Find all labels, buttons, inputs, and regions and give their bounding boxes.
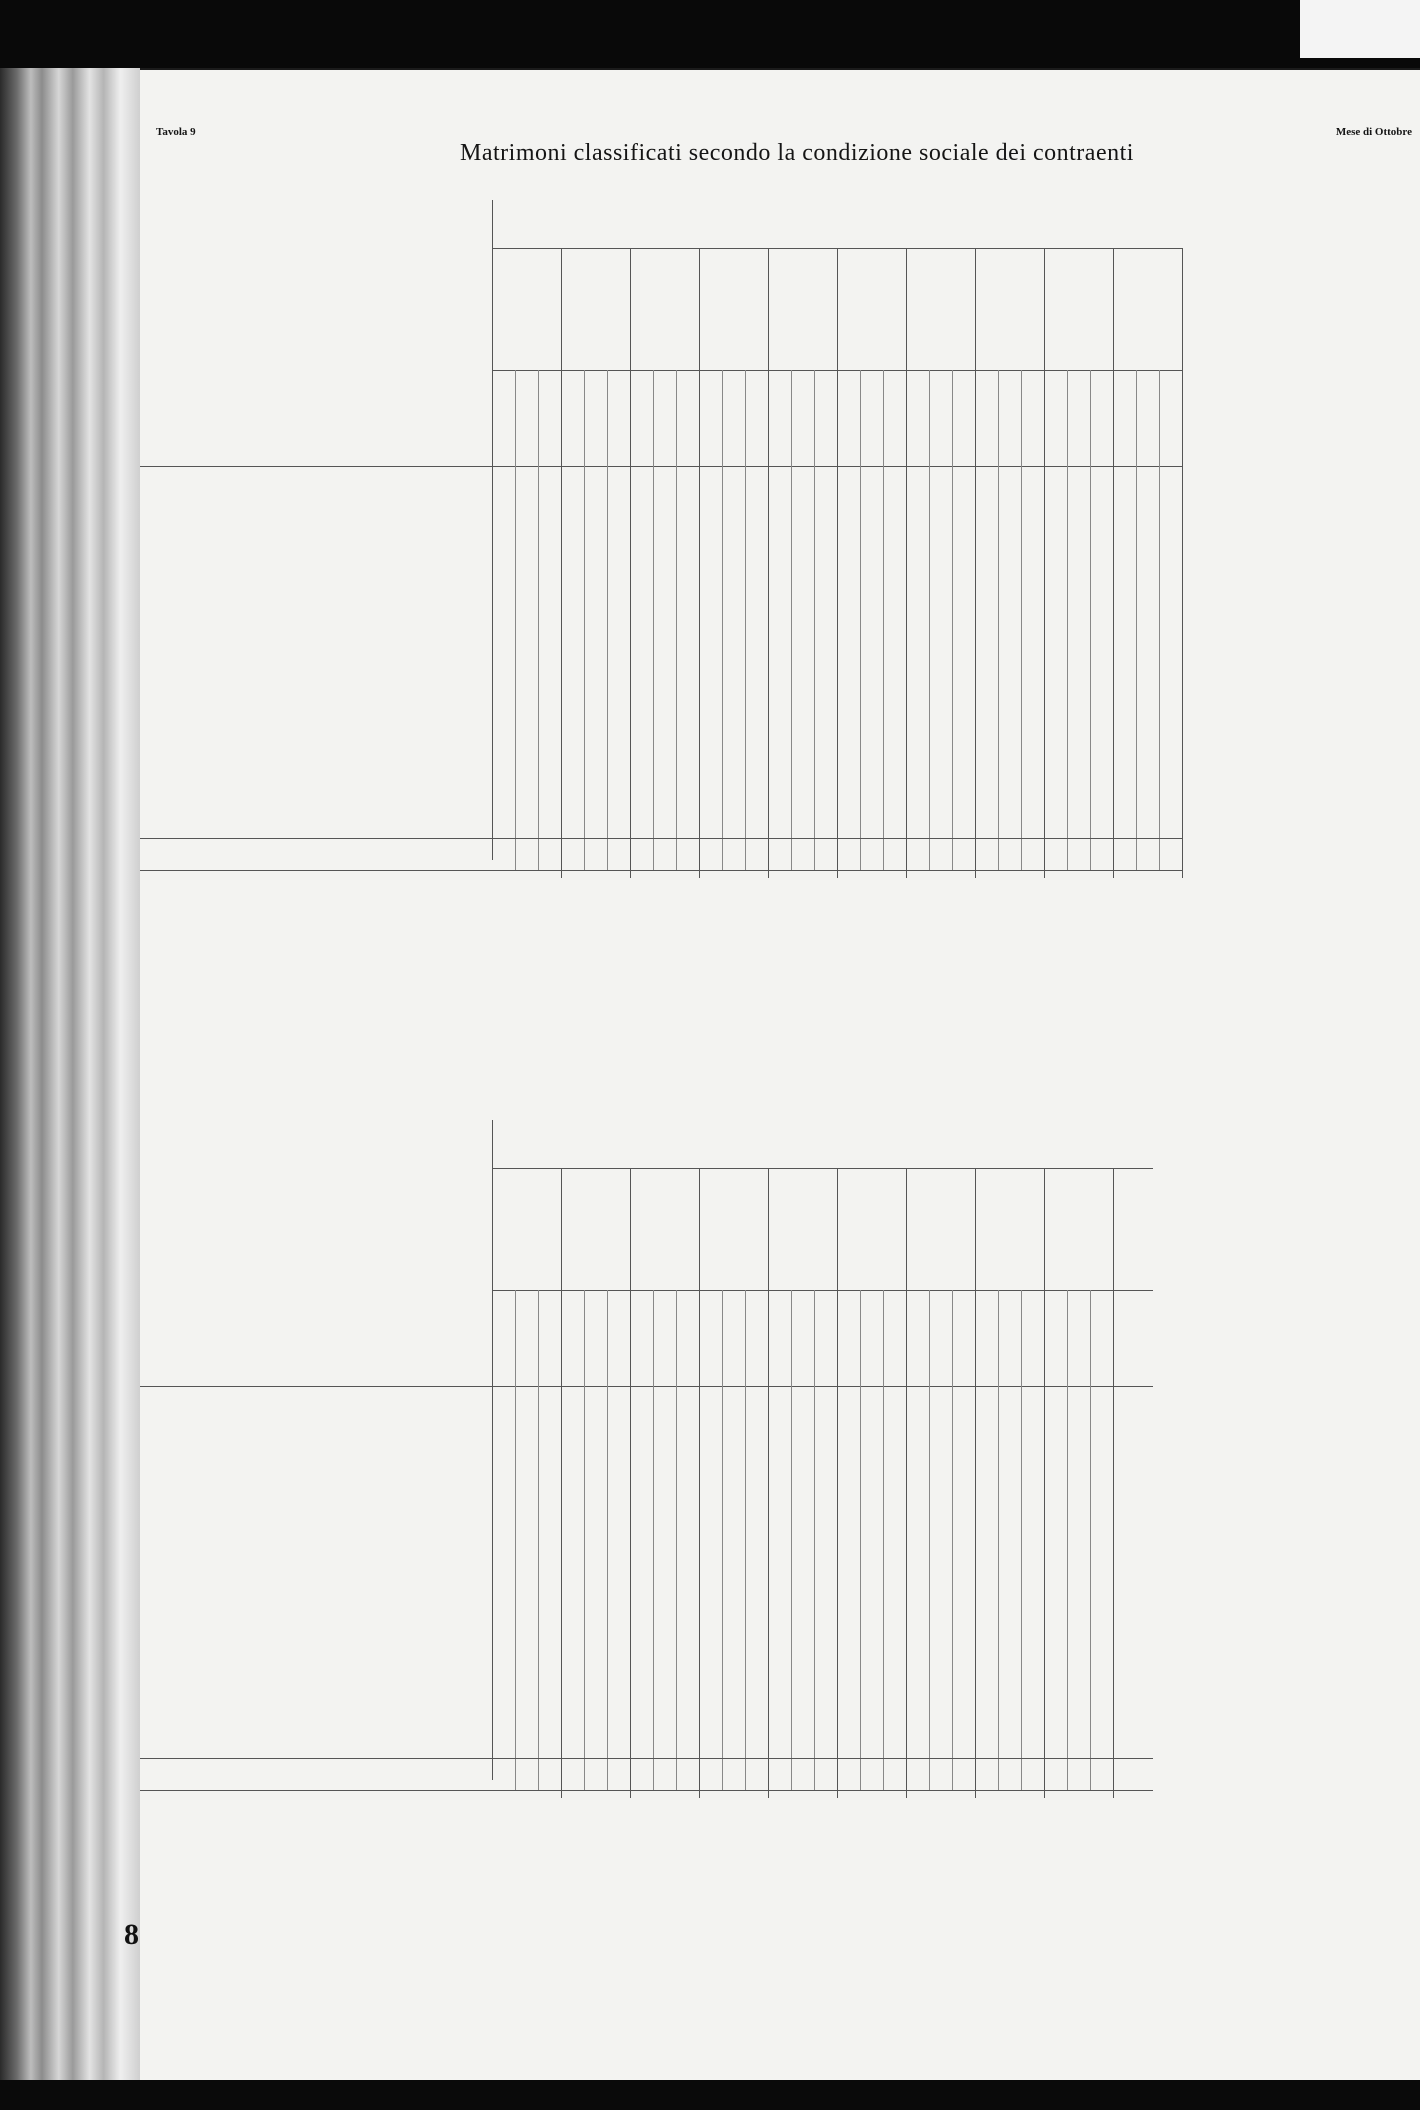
sub-rule — [1021, 1290, 1022, 1790]
document-page — [140, 70, 1420, 2080]
sub-rule — [814, 370, 815, 870]
rule — [492, 1168, 1153, 1169]
month-label: Mese di Ottobre — [1335, 126, 1412, 138]
column-rule — [699, 1168, 700, 1798]
sub-rule — [814, 1290, 815, 1790]
sub-rule — [676, 1290, 677, 1790]
column-rule — [1044, 1168, 1045, 1798]
sub-rule — [745, 1290, 746, 1790]
sub-rule — [883, 1290, 884, 1790]
scan-bottom-border — [0, 2080, 1420, 2110]
rule — [140, 466, 1182, 467]
rule — [140, 1790, 1153, 1791]
sub-rule — [791, 370, 792, 870]
column-rule — [630, 1168, 631, 1798]
sub-rule — [952, 370, 953, 870]
table-number: Tavola 9 — [156, 126, 196, 138]
column-rule — [561, 248, 562, 878]
sub-rule — [1136, 370, 1137, 870]
sub-rule — [791, 1290, 792, 1790]
sub-rule — [722, 370, 723, 870]
sub-rule — [860, 1290, 861, 1790]
sub-rule — [1021, 370, 1022, 870]
sub-rule — [1067, 370, 1068, 870]
sub-rule — [883, 370, 884, 870]
rule — [492, 200, 493, 860]
table-1 — [140, 200, 1420, 1150]
column-rule — [630, 248, 631, 878]
rule — [492, 1120, 493, 1780]
page-title: Matrimoni classificati secondo la condizione sociale dei contraenti — [460, 140, 1134, 166]
rule — [140, 1386, 1153, 1387]
column-rule — [1113, 1168, 1114, 1798]
column-rule — [975, 1168, 976, 1798]
sub-rule — [929, 1290, 930, 1790]
sub-rule — [1159, 370, 1160, 870]
column-rule — [768, 248, 769, 878]
column-rule — [837, 1168, 838, 1798]
column-rule — [1113, 248, 1114, 878]
sub-rule — [538, 1290, 539, 1790]
rule — [492, 1290, 1153, 1291]
scan-top-notch — [1300, 0, 1420, 58]
sub-rule — [584, 1290, 585, 1790]
column-rule — [975, 248, 976, 878]
sub-rule — [1090, 370, 1091, 870]
rule — [140, 838, 1182, 839]
sub-rule — [538, 370, 539, 870]
sub-rule — [722, 1290, 723, 1790]
sub-rule — [653, 1290, 654, 1790]
sub-rule — [584, 370, 585, 870]
sub-rule — [952, 1290, 953, 1790]
column-rule — [561, 1168, 562, 1798]
sub-rule — [653, 370, 654, 870]
rule — [140, 870, 1182, 871]
sub-rule — [515, 1290, 516, 1790]
book-binding-edge — [0, 68, 140, 2110]
table-2 — [140, 1120, 1420, 2080]
column-rule — [1182, 248, 1183, 878]
sub-rule — [998, 1290, 999, 1790]
column-rule — [906, 1168, 907, 1798]
column-rule — [1044, 248, 1045, 878]
sub-rule — [1067, 1290, 1068, 1790]
sub-rule — [860, 370, 861, 870]
column-rule — [837, 248, 838, 878]
rule — [140, 1758, 1153, 1759]
page-number: 8 — [124, 1918, 139, 1951]
sub-rule — [1090, 1290, 1091, 1790]
column-rule — [906, 248, 907, 878]
sub-rule — [607, 1290, 608, 1790]
scan-top-border — [0, 0, 1420, 68]
sub-rule — [515, 370, 516, 870]
sub-rule — [676, 370, 677, 870]
sub-rule — [929, 370, 930, 870]
column-rule — [699, 248, 700, 878]
sub-rule — [998, 370, 999, 870]
sub-rule — [607, 370, 608, 870]
sub-rule — [745, 370, 746, 870]
column-rule — [768, 1168, 769, 1798]
